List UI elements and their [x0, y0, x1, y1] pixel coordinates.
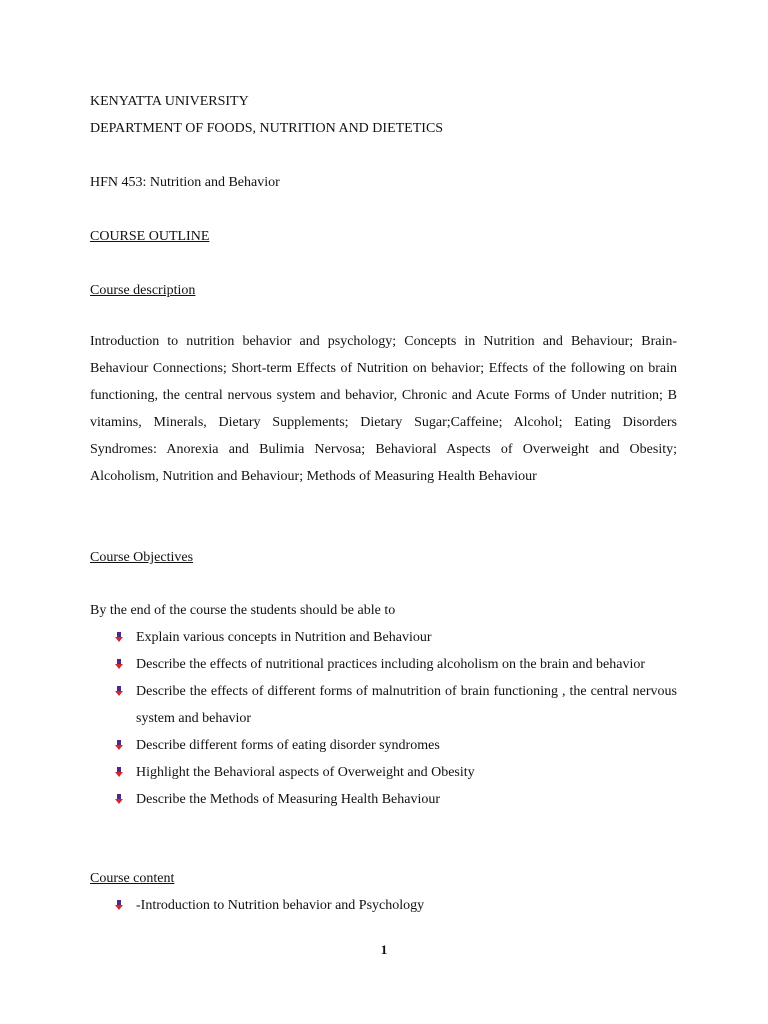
list-item — [90, 786, 677, 813]
list-item — [90, 892, 677, 919]
arrow-bullet-icon — [112, 792, 126, 806]
objective-text: Describe the effects of different forms of malnutrition of brain functioning , the central nervous system and behavior — [136, 684, 677, 726]
objective-text: Describe different forms of eating disorder syndromes — [136, 738, 440, 753]
list-item — [90, 678, 677, 732]
page-number: 1 — [380, 942, 388, 957]
list-item — [90, 759, 677, 786]
arrow-bullet-icon — [112, 898, 126, 912]
arrow-bullet-icon — [112, 765, 126, 779]
objective-text: Highlight the Behavioral aspects of Overweight and Obesity — [136, 765, 475, 780]
objectives-heading: Course Objectives — [90, 550, 194, 565]
objective-text: Describe the effects of nutritional practices including alcoholism on the brain and behavior — [136, 657, 646, 672]
department-name: DEPARTMENT OF FOODS, NUTRITION AND DIETETICS — [90, 121, 444, 136]
list-item — [90, 732, 677, 759]
content-list — [90, 892, 677, 919]
content-text: -Introduction to Nutrition behavior and Psychology — [136, 898, 425, 913]
objectives-list — [90, 624, 677, 813]
outline-heading: COURSE OUTLINE — [90, 229, 210, 244]
list-item — [90, 651, 677, 678]
course-code-title: HFN 453: Nutrition and Behavior — [90, 175, 280, 190]
list-item — [90, 624, 677, 651]
objectives-intro: By the end of the course the students should be able to — [90, 603, 396, 618]
arrow-bullet-icon — [112, 657, 126, 671]
description-paragraph: Introduction to nutrition behavior and psychology; Concepts in Nutrition and Behaviour; Brain-Behaviour Connections; Short-term Effects of Nutrition on behavior; Effects of the following on brain functioning, the central nervous system and behavior, Chronic and Acute Forms of Under nutrition; B vitamins, Minerals, Dietary Supplements; Dietary Sugar;Caffeine; Alcohol; Eating Disorders Syndromes: Anorexia and Bulimia Nervosa; Behavioral Aspects of Overweight and Obesity; Alcoholism, Nutrition and Behaviour; Methods of Measuring Health Behaviour — [90, 334, 677, 484]
objective-text: Describe the Methods of Measuring Health Behaviour — [136, 792, 441, 807]
arrow-bullet-icon — [112, 684, 126, 698]
description-heading: Course description — [90, 283, 196, 298]
university-name: KENYATTA UNIVERSITY — [90, 94, 249, 109]
arrow-bullet-icon — [112, 630, 126, 644]
arrow-bullet-icon — [112, 738, 126, 752]
content-heading: Course content — [90, 871, 175, 886]
objective-text: Explain various concepts in Nutrition and Behaviour — [136, 630, 432, 645]
